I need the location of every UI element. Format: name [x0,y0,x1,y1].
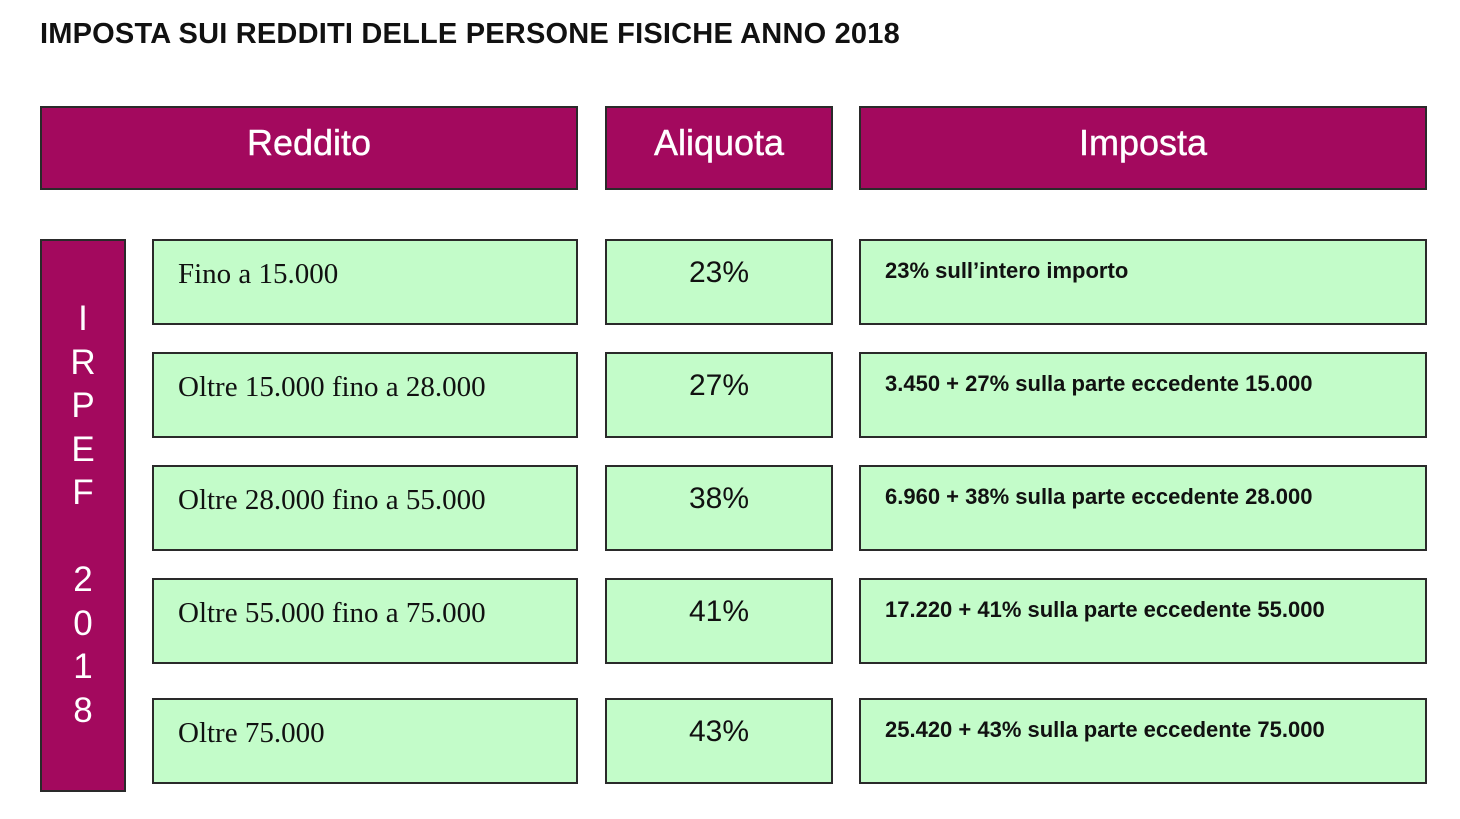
reddito-cell: Oltre 28.000 fino a 55.000 [152,465,578,551]
header-imposta: Imposta [859,106,1427,190]
aliquota-cell: 38% [605,465,833,551]
imposta-cell: 23% sull’intero importo [859,239,1427,325]
aliquota-cell: 43% [605,698,833,784]
header-aliquota: Aliquota [605,106,833,190]
side-letter: R [70,342,96,382]
aliquota-cell: 41% [605,578,833,664]
reddito-cell: Oltre 55.000 fino a 75.000 [152,578,578,664]
side-letter: P [71,386,95,425]
side-letter: F [72,473,94,512]
imposta-cell: 25.420 + 43% sulla parte eccedente 75.000 [859,698,1427,784]
side-letter [42,515,124,559]
reddito-cell: Oltre 15.000 fino a 28.000 [152,352,578,438]
aliquota-cell: 27% [605,352,833,438]
imposta-cell: 17.220 + 41% sulla parte eccedente 55.000 [859,578,1427,664]
imposta-cell: 6.960 + 38% sulla parte eccedente 28.000 [859,465,1427,551]
reddito-cell: Oltre 75.000 [152,698,578,784]
side-letter: I [78,299,88,338]
page-title: IMPOSTA SUI REDDITI DELLE PERSONE FISICHE ANNO 2018 [40,18,900,50]
side-letter: 2 [73,560,93,599]
side-letter: E [71,429,95,469]
side-label-text [42,297,124,732]
imposta-cell: 3.450 + 27% sulla parte eccedente 15.000 [859,352,1427,438]
side-letter: 1 [73,647,93,686]
reddito-cell: Fino a 15.000 [152,239,578,325]
side-letter: 0 [73,603,93,643]
side-letter: 8 [73,690,93,730]
header-reddito: Reddito [40,106,578,190]
aliquota-cell: 23% [605,239,833,325]
irpef-2018-side-label [40,239,126,792]
